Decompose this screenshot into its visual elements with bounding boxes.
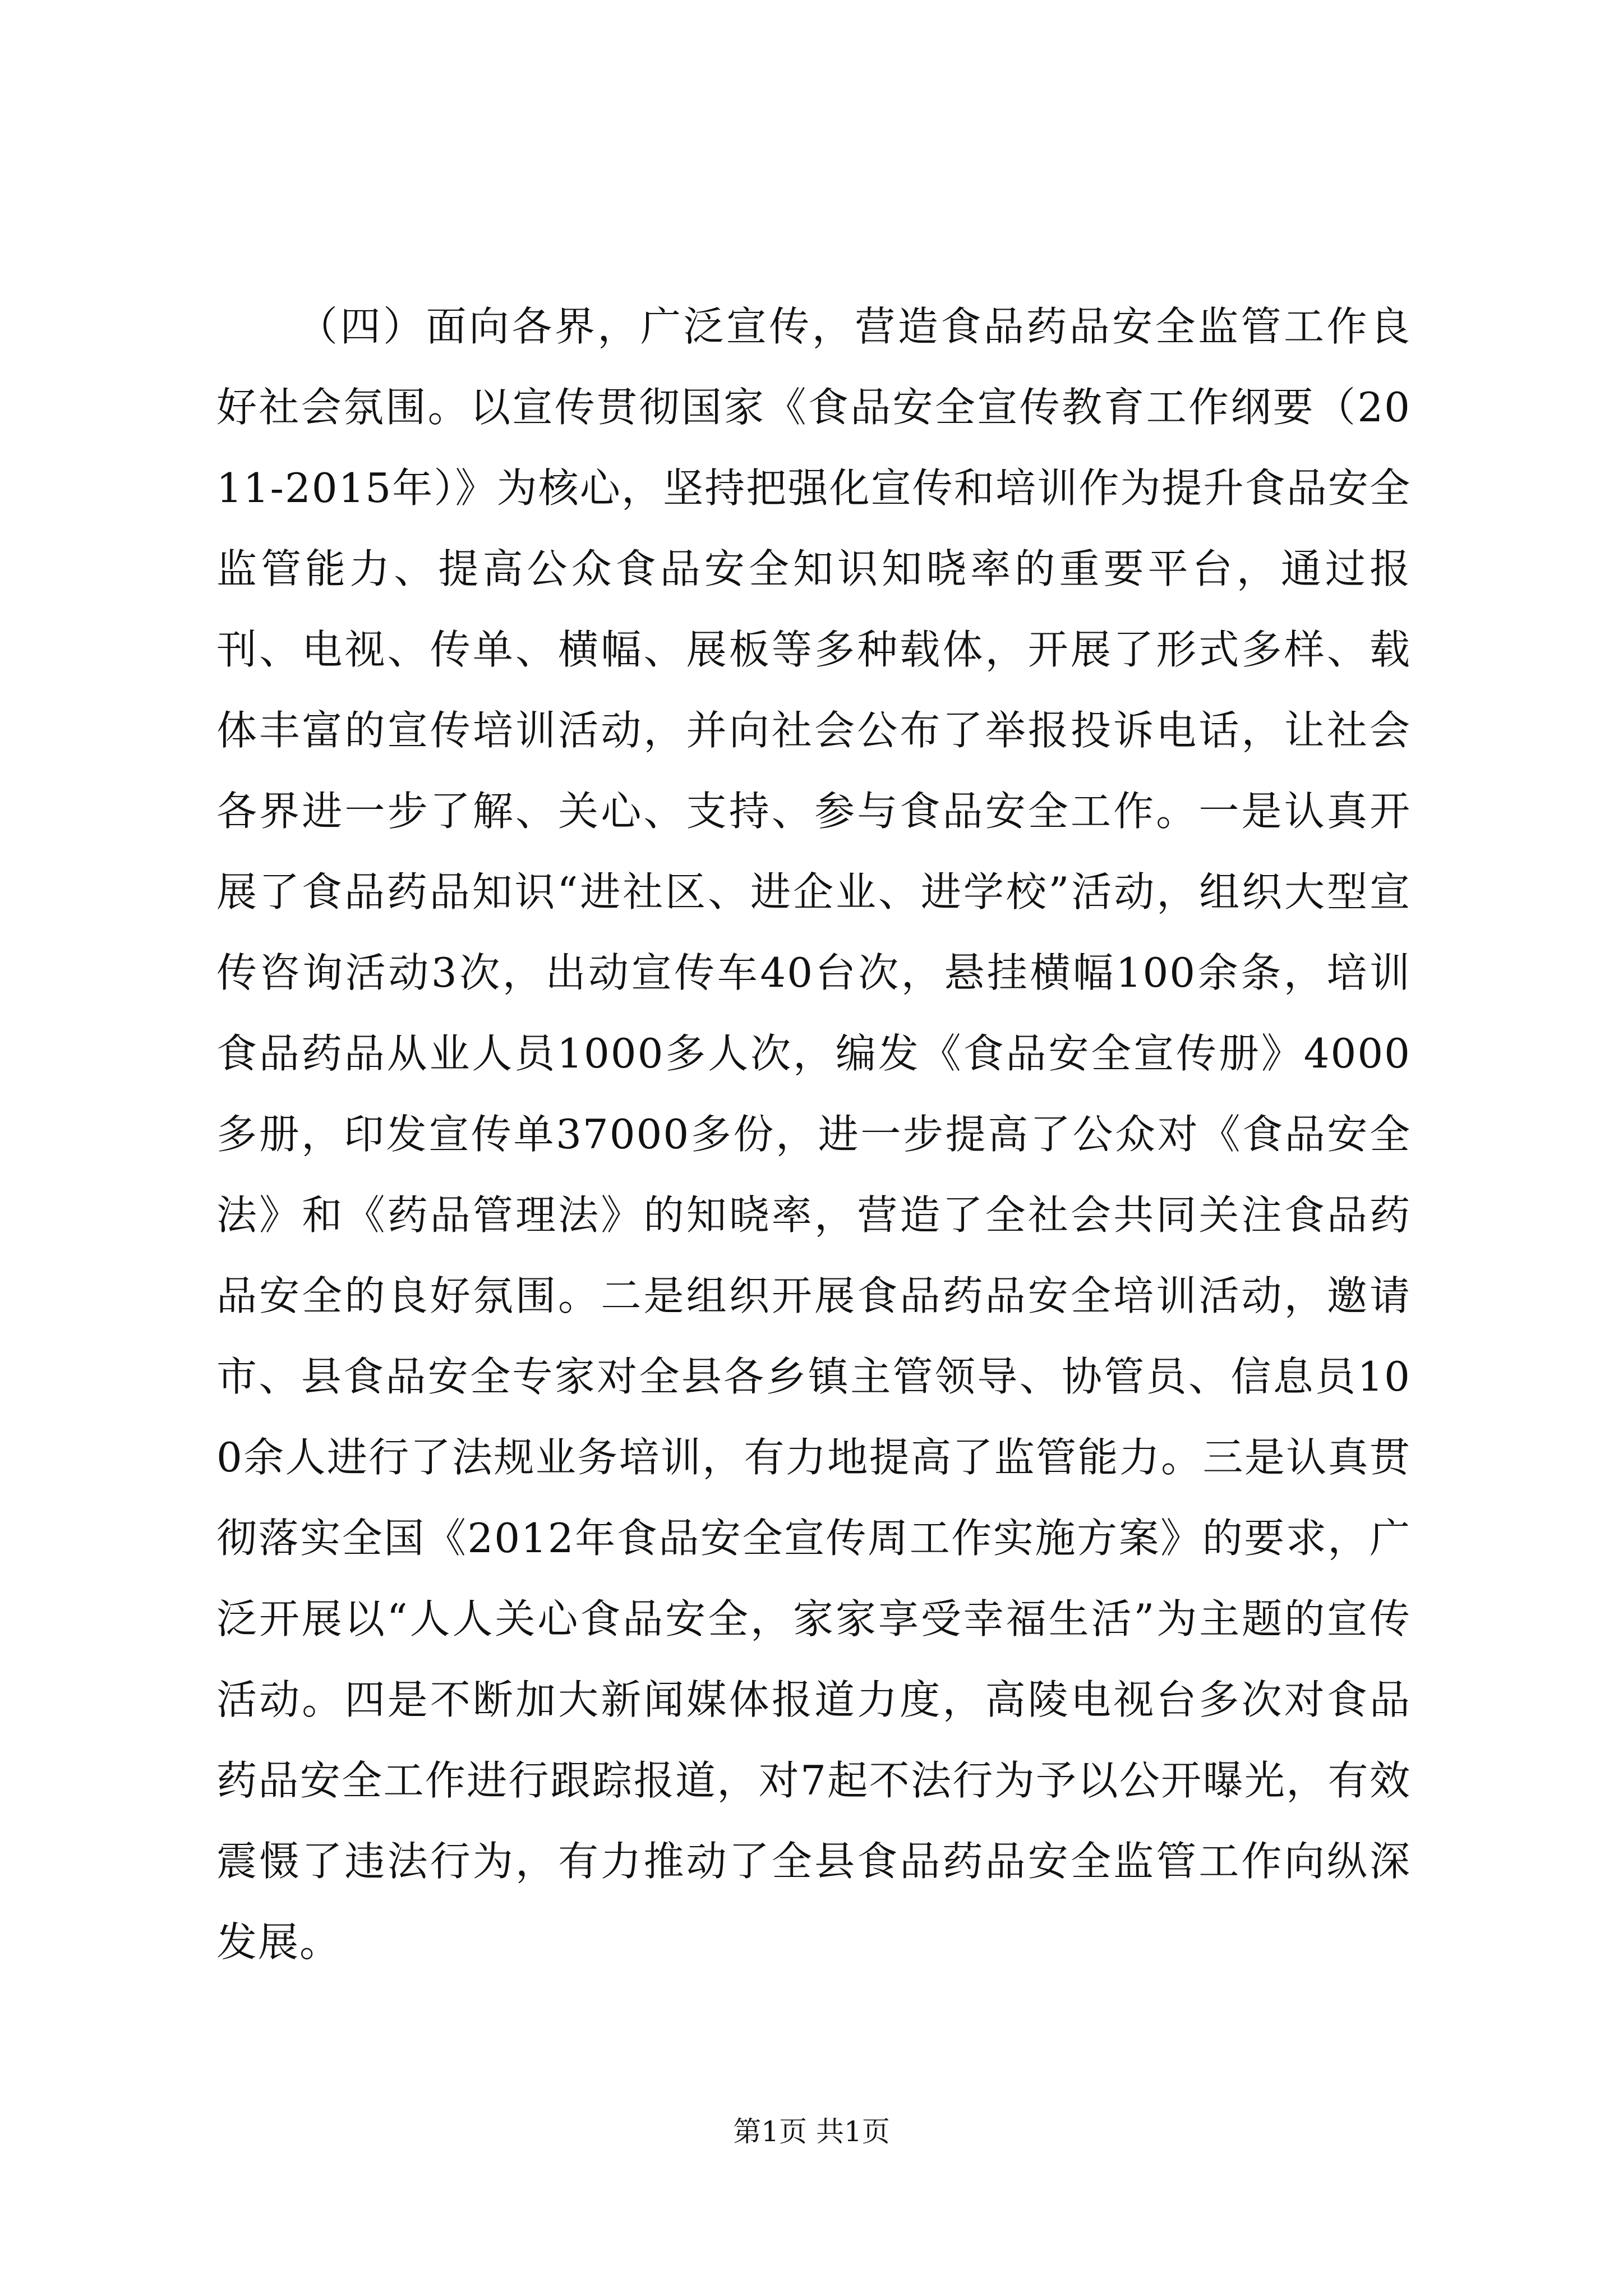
page-number-footer: 第1页 共1页 (733, 2115, 890, 2148)
body-paragraph: （四）面向各界，广泛宣传，营造食品药品安全监管工作良好社会氛围。以宣传贯彻国家《食品安全宣传教育工作纲要（2011-2015年）》为核心，坚持把强化宣传和培训作为提升食品安全监管能力、提高公众食品安全知识知晓率的重要平台，通过报刊、电视、传单、横幅、展板等多种载体，开展了形式多样、载体丰富的宣传培训活动，并向社会公布了举报投诉电话，让社会各界进一步了解、关心、支持、参与食品安全工作。一是认真开展了食品药品知识“进社区、进企业、进学校”活动，组织大型宣传咨询活动3次，出动宣传车40台次，悬挂横幅100余条，培训食品药品从业人员1000多人次，编发《食品安全宣传册》4000多册，印发宣传单37000多份，进一步提高了公众对《食品安全法》和《药品管理法》的知晓率，营造了全社会共同关注食品药品安全的良好氛围。二是组织开展食品药品安全培训活动，邀请市、县食品安全专家对全县各乡镇主管领导、协管员、信息员100余人进行了法规业务培训，有力地提高了监管能力。三是认真贯彻落实全国《2012年食品安全宣传周工作实施方案》的要求，广泛开展以“人人关心食品安全，家家享受幸福生活”为主题的宣传活动。四是不断加大新闻媒体报道力度，高陵电视台多次对食品药品安全工作进行跟踪报道，对7起不法行为予以公开曝光，有效震慑了违法行为，有力推动了全县食品药品安全监管工作向纵深发展。 (216, 303, 1411, 1966)
